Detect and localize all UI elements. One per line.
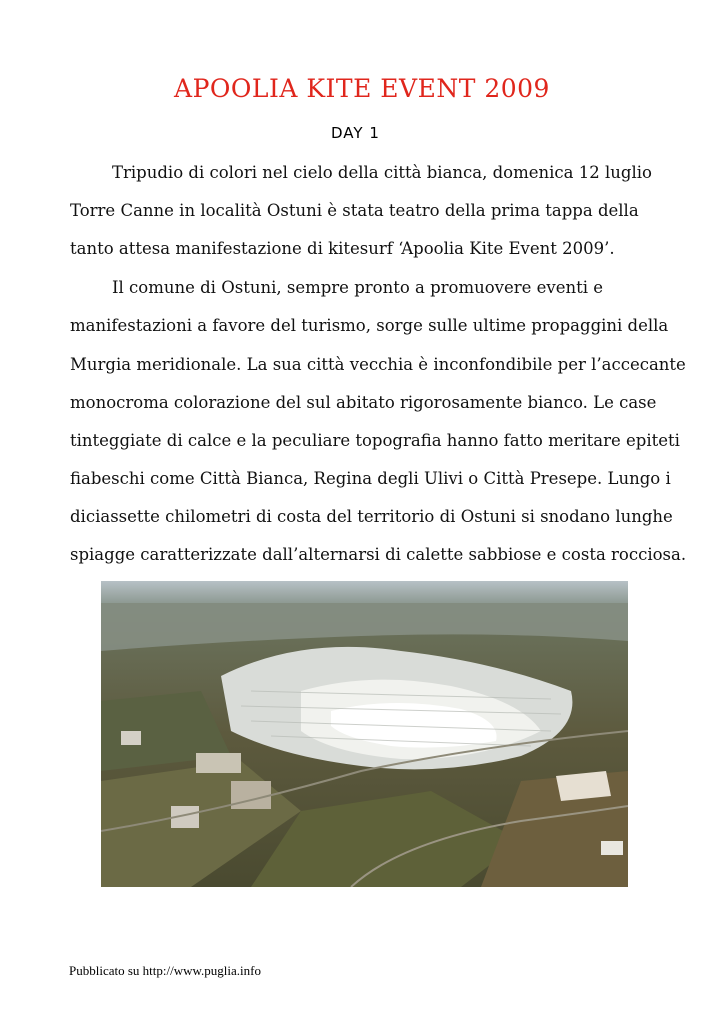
text-line: Torre Canne in località Ostuni è stata teatro della prima tappa della <box>70 201 639 220</box>
text-line: manifestazioni a favore del turismo, sorge sulle ultime propaggini della <box>70 316 669 335</box>
text-line: tanto attesa manifestazione di kitesurf ‘Apoolia Kite Event 2009’. <box>70 239 615 258</box>
text-line: Il comune di Ostuni, sempre pronto a promuovere eventi e <box>112 278 604 297</box>
page-title: APOOLIA KITE EVENT 2009 <box>174 74 550 103</box>
day-label: DAY 1 <box>331 124 380 142</box>
text-line: fiabeschi come Città Bianca, Regina degli Ulivi o Città Presepe. Lungo i <box>70 469 671 488</box>
text-line: spiagge caratterizzate dall’alternarsi di calette sabbiose e costa rocciosa. <box>70 545 687 564</box>
text-line: tinteggiate di calce e la peculiare topografia hanno fatto meritare epiteti <box>70 431 680 450</box>
text-line: diciassette chilometri di costa del territorio di Ostuni si snodano lunghe <box>70 507 673 526</box>
footer-source: Pubblicato su http://www.puglia.info <box>69 963 261 978</box>
text-line: Tripudio di colori nel cielo della città bianca, domenica 12 luglio <box>112 163 652 182</box>
text-line: Murgia meridionale. La sua città vecchia è inconfondibile per l’accecante <box>70 355 686 374</box>
text-line: monocroma colorazione del sul abitato rigorosamente bianco. Le case <box>70 393 657 412</box>
aerial-photo-ostuni <box>101 581 628 887</box>
